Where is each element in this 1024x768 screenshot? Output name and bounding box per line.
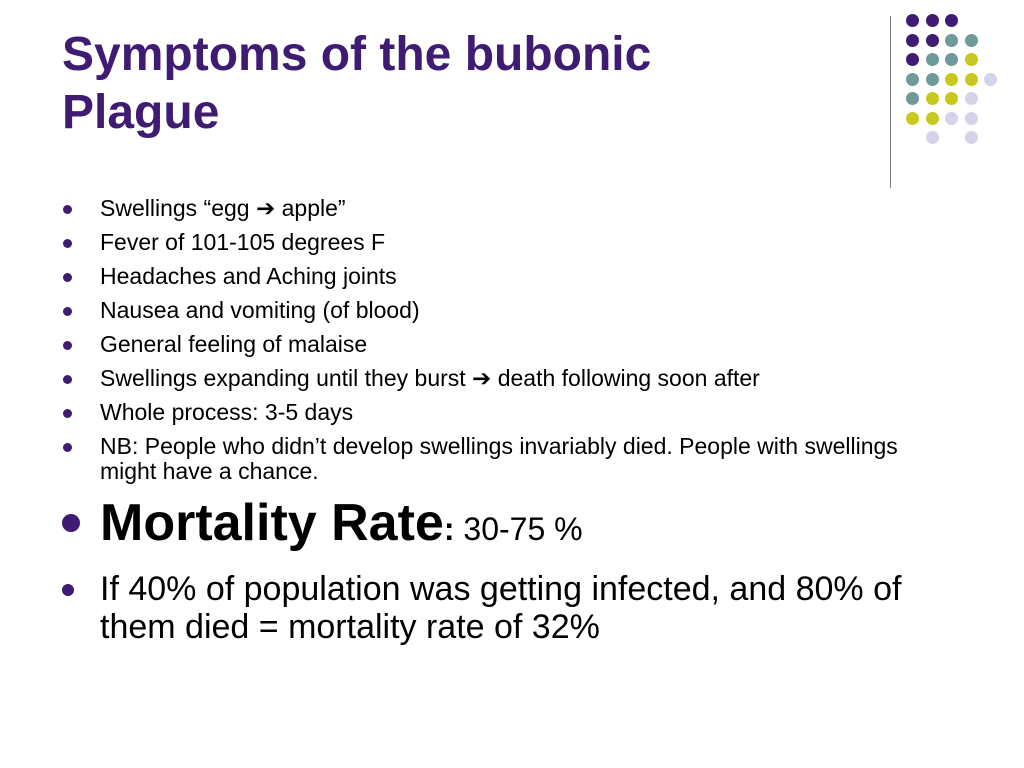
mortality-colon: : bbox=[443, 511, 455, 547]
decorative-dot-purple bbox=[926, 14, 939, 27]
bullet-text: NB: People who didn’t develop swellings invariably died. People with swellings might have a chance. bbox=[100, 433, 898, 484]
mortality-label: Mortality Rate bbox=[100, 494, 444, 552]
bullet-dot-icon bbox=[63, 239, 72, 248]
decorative-dot-teal bbox=[926, 53, 939, 66]
bullet-list bbox=[62, 196, 942, 655]
bullet-item bbox=[62, 196, 942, 221]
decorative-divider bbox=[890, 16, 891, 188]
decorative-dot-teal bbox=[906, 73, 919, 86]
bullet-item bbox=[62, 400, 942, 425]
bullet-dot-icon bbox=[62, 514, 80, 532]
bullet-item bbox=[62, 264, 942, 289]
bullet-dot-icon bbox=[63, 409, 72, 418]
bullet-dot-icon bbox=[63, 375, 72, 384]
decorative-dot-purple bbox=[906, 34, 919, 47]
decorative-dot-lavender bbox=[965, 92, 978, 105]
bullet-item bbox=[62, 332, 942, 357]
decorative-dot-teal bbox=[926, 73, 939, 86]
mortality-rate-item bbox=[62, 496, 942, 556]
mortality-value: 30-75 % bbox=[454, 511, 583, 547]
decorative-dot-grid bbox=[906, 14, 1016, 164]
decorative-dot-lavender bbox=[965, 112, 978, 125]
decorative-dot-lime bbox=[965, 73, 978, 86]
slide-title-line-2: Plague bbox=[62, 86, 220, 139]
bullet-item bbox=[62, 230, 942, 255]
decorative-dot-lime bbox=[926, 92, 939, 105]
decorative-dot-lime bbox=[926, 112, 939, 125]
decorative-dot-purple bbox=[906, 14, 919, 27]
decorative-dot-lavender bbox=[965, 131, 978, 144]
bullet-text: Headaches and Aching joints bbox=[100, 263, 397, 289]
decorative-dot-teal bbox=[945, 34, 958, 47]
bullet-dot-icon bbox=[63, 307, 72, 316]
bullet-dot-icon bbox=[63, 341, 72, 350]
bullet-text: Fever of 101-105 degrees F bbox=[100, 229, 386, 255]
bullet-item bbox=[62, 298, 942, 323]
decorative-dot-teal bbox=[945, 53, 958, 66]
decorative-dot-lime bbox=[945, 73, 958, 86]
bullet-text: Swellings expanding until they burst ➔ death following soon after bbox=[100, 365, 760, 391]
decorative-dot-purple bbox=[926, 34, 939, 47]
bullet-text: General feeling of malaise bbox=[100, 331, 368, 357]
bullet-dot-icon bbox=[62, 584, 74, 596]
decorative-dot-lavender bbox=[984, 73, 997, 86]
bullet-text: Swellings “egg ➔ apple” bbox=[100, 195, 346, 221]
bullet-dot-icon bbox=[63, 443, 72, 452]
decorative-dot-lavender bbox=[926, 131, 939, 144]
bullet-text: Whole process: 3-5 days bbox=[100, 399, 354, 425]
slide-title-line-1: Symptoms of the bubonic bbox=[62, 28, 652, 81]
bullet-dot-icon bbox=[63, 273, 72, 282]
decorative-dot-lime bbox=[945, 92, 958, 105]
decorative-dot-teal bbox=[965, 34, 978, 47]
slide-title bbox=[62, 26, 651, 142]
bullet-text: Nausea and vomiting (of blood) bbox=[100, 297, 420, 323]
bullet-item bbox=[62, 366, 942, 391]
decorative-dot-teal bbox=[906, 92, 919, 105]
final-point-text: If 40% of population was getting infected, and 80% of them died = mortality rate of 32% bbox=[100, 570, 902, 646]
final-point-item bbox=[62, 570, 942, 646]
decorative-dot-purple bbox=[945, 14, 958, 27]
decorative-dot-lavender bbox=[945, 112, 958, 125]
bullet-item bbox=[62, 434, 942, 484]
decorative-dot-lime bbox=[965, 53, 978, 66]
decorative-dot-lime bbox=[906, 112, 919, 125]
decorative-dot-purple bbox=[906, 53, 919, 66]
bullet-dot-icon bbox=[63, 205, 72, 214]
